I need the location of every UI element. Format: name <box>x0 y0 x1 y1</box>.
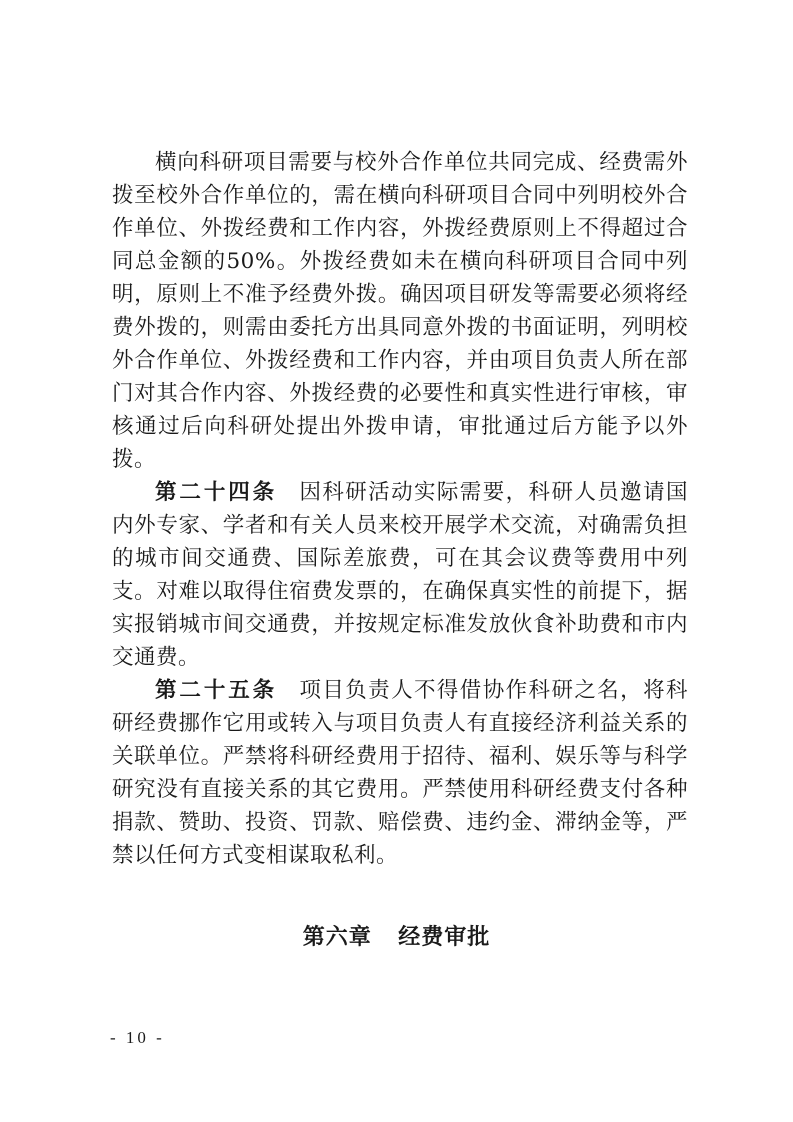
paragraph-text: 项目负责人不得借协作科研之名，将科研经费挪作它用或转入与项目负责人有直接经济利益关系的关联单位。严禁将科研经费用于招待、福利、娱乐等与科学研究没有直接关系的其它费用。严禁使用科研经费支付各种捐款、赞助、投资、罚款、赔偿费、违约金、滞纳金等，严禁以任何方式变相谋取私利。 <box>112 678 688 868</box>
chapter-number: 第六章 <box>302 925 372 950</box>
chapter-heading <box>0 920 793 951</box>
paragraph-text: 因科研活动实际需要，科研人员邀请国内外专家、学者和有关人员来校开展学术交流，对确需负担的城市间交通费、国际差旅费，可在其会议费等费用中列支。对难以取得住宿费发票的，在确保真实性的前提下，据实报销城市间交通费，并按规定标准发放伙食补助费和市内交通费。 <box>112 480 688 670</box>
page-number: - 10 - <box>110 1028 165 1047</box>
paragraph-text: 横向科研项目需要与校外合作单位共同完成、经费需外拨至校外合作单位的，需在横向科研项目合同中列明校外合作单位、外拨经费和工作内容，外拨经费原则上不得超过合同总金额的50%。外拨经费如未在横向科研项目合同中列明，原则上不准予经费外拨。确因项目研发等需要必须将经费外拨的，则需由委托方出具同意外拨的书面证明，列明校外合作单位、外拨经费和工作内容，并由项目负责人所在部门对其合作内容、外拨经费的必要性和真实性进行审核，审核通过后向科研处提出外拨申请，审批通过后方能予以外拨。 <box>112 150 688 472</box>
paragraph-article-24 <box>112 476 688 674</box>
chapter-title: 经费审批 <box>398 925 491 950</box>
paragraph-article-25 <box>112 674 688 872</box>
body-text <box>112 146 688 872</box>
article-number: 第二十五条 <box>155 678 278 703</box>
paragraph-outsourcing-funds <box>112 146 688 476</box>
article-number: 第二十四条 <box>155 480 278 505</box>
